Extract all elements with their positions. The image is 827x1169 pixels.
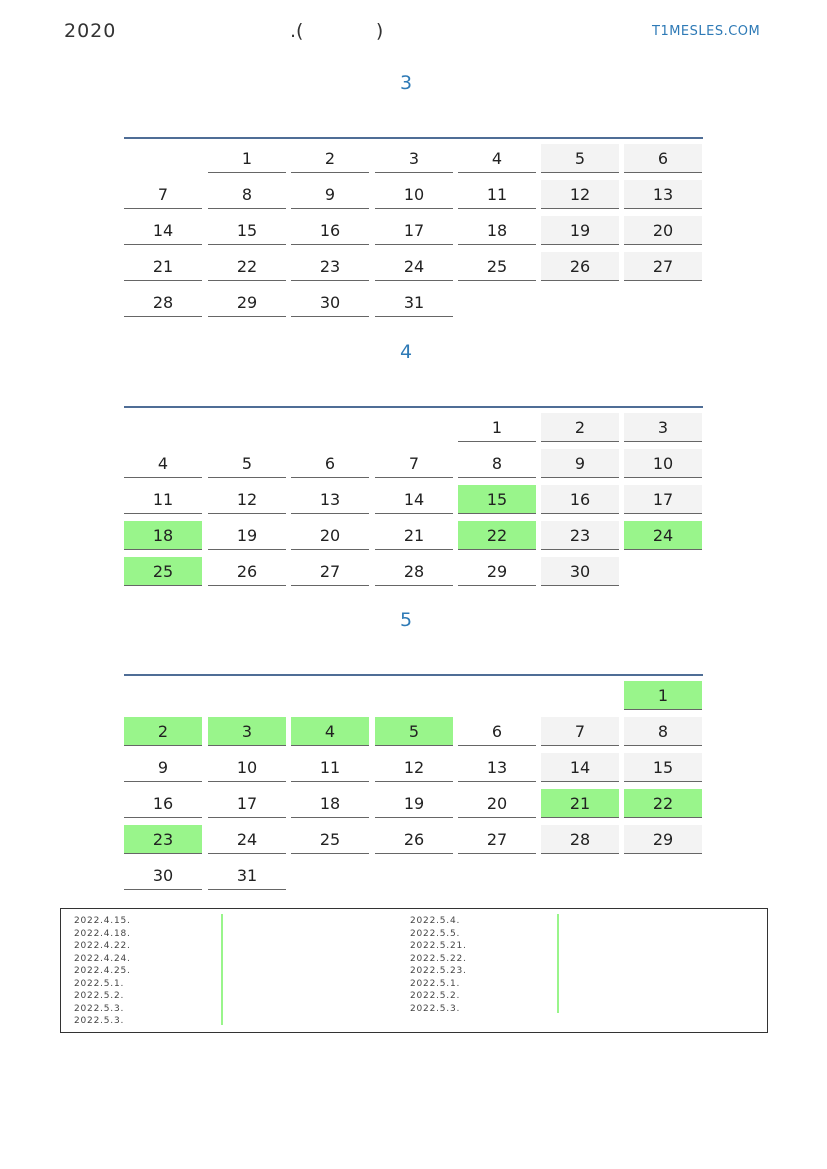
day-cell: 18 [291,789,369,818]
day-cell: 24 [208,825,286,854]
day-cell: 11 [291,753,369,782]
day-cell: 15 [624,753,702,782]
day-cell: 19 [208,521,286,550]
day-cell: 17 [624,485,702,514]
day-cell: 19 [541,216,619,245]
day-cell: 27 [458,825,536,854]
day-cell: 25 [291,825,369,854]
note-date: 2022.5.1. [410,978,461,989]
day-cell: 20 [624,216,702,245]
day-cell: 1 [624,681,702,710]
note-date: 2022.5.4. [410,916,461,926]
holiday-notes-box [60,908,768,1033]
day-cell: 9 [124,753,202,782]
day-cell: 14 [375,485,453,514]
day-cell: 25 [458,252,536,281]
day-cell: 29 [458,557,536,586]
day-cell: 27 [624,252,702,281]
day-cell: 3 [208,717,286,746]
note-date: 2022.4.22. [74,941,131,951]
day-cell: 21 [375,521,453,550]
day-cell: 23 [124,825,202,854]
site-link[interactable]: T1MESLES.COM [652,24,761,39]
day-cell: 3 [375,144,453,173]
day-cell: 1 [208,144,286,173]
day-cell: 21 [541,789,619,818]
day-cell: 22 [208,252,286,281]
day-cell: 17 [208,789,286,818]
day-cell: 9 [291,180,369,209]
day-cell: 24 [375,252,453,281]
day-cell: 3 [624,413,702,442]
day-cell: 10 [208,753,286,782]
day-cell: 13 [458,753,536,782]
day-cell: 8 [458,449,536,478]
day-cell: 20 [291,521,369,550]
day-cell: 5 [541,144,619,173]
day-cell: 10 [624,449,702,478]
note-date: 2022.5.23. [410,966,467,976]
day-cell: 16 [291,216,369,245]
day-cell: 25 [124,557,202,586]
day-cell: 31 [208,861,286,890]
day-cell: 30 [291,288,369,317]
note-date: 2022.5.22. [410,953,467,964]
day-cell: 29 [624,825,702,854]
day-cell: 14 [541,753,619,782]
day-cell: 21 [124,252,202,281]
month-title-may: 5 [399,609,413,631]
day-cell: 15 [208,216,286,245]
day-cell: 31 [375,288,453,317]
day-cell: 9 [541,449,619,478]
day-cell: 16 [124,789,202,818]
day-cell: 29 [208,288,286,317]
notes-marker-right [557,914,559,1013]
day-cell: 12 [208,485,286,514]
note-date: 2022.5.3. [410,1003,461,1014]
day-cell: 12 [541,180,619,209]
day-cell: 30 [124,861,202,890]
day-cell: 22 [624,789,702,818]
day-cell: 8 [624,717,702,746]
month-rule [124,137,703,139]
day-cell: 23 [291,252,369,281]
day-cell: 1 [458,413,536,442]
day-cell: 22 [458,521,536,550]
day-cell: 27 [291,557,369,586]
day-cell: 6 [291,449,369,478]
header-subtitle: .( ) [290,20,384,42]
day-cell: 13 [291,485,369,514]
day-cell: 26 [541,252,619,281]
day-cell: 4 [458,144,536,173]
day-cell: 28 [124,288,202,317]
note-date: 2022.4.15. [74,916,131,926]
day-cell: 18 [458,216,536,245]
day-cell: 14 [124,216,202,245]
day-cell: 18 [124,521,202,550]
note-date: 2022.5.1. [74,978,125,989]
day-cell: 8 [208,180,286,209]
day-cell: 5 [375,717,453,746]
note-date: 2022.4.24. [74,953,131,964]
day-cell: 19 [375,789,453,818]
day-cell: 2 [541,413,619,442]
note-date: 2022.4.18. [74,928,131,939]
note-date: 2022.5.21. [410,941,467,951]
day-cell: 26 [208,557,286,586]
month-rule [124,406,703,408]
day-cell: 28 [541,825,619,854]
day-cell: 12 [375,753,453,782]
day-cell: 2 [291,144,369,173]
day-cell: 26 [375,825,453,854]
day-cell: 20 [458,789,536,818]
day-cell: 5 [208,449,286,478]
notes-column-left [74,915,131,1028]
note-date: 2022.5.5. [410,928,461,939]
day-cell: 7 [375,449,453,478]
year-title: 2020 [64,20,117,42]
day-cell: 2 [124,717,202,746]
note-date: 2022.5.3. [74,1003,125,1014]
day-cell: 28 [375,557,453,586]
day-cell: 10 [375,180,453,209]
day-cell: 6 [624,144,702,173]
day-cell: 4 [124,449,202,478]
day-cell: 6 [458,717,536,746]
day-cell: 11 [124,485,202,514]
day-cell: 16 [541,485,619,514]
note-date: 2022.5.2. [410,991,461,1001]
day-cell: 24 [624,521,702,550]
month-rule [124,674,703,676]
day-cell: 7 [541,717,619,746]
notes-column-right [410,915,467,1015]
day-cell: 7 [124,180,202,209]
day-cell: 23 [541,521,619,550]
notes-marker-left [221,914,223,1025]
day-cell: 4 [291,717,369,746]
note-date: 2022.5.3. [74,1016,125,1026]
day-cell: 30 [541,557,619,586]
day-cell: 15 [458,485,536,514]
note-date: 2022.4.25. [74,966,131,976]
day-cell: 17 [375,216,453,245]
month-title-march: 3 [399,72,413,94]
day-cell: 11 [458,180,536,209]
note-date: 2022.5.2. [74,991,125,1001]
month-title-april: 4 [399,341,413,363]
day-cell: 13 [624,180,702,209]
